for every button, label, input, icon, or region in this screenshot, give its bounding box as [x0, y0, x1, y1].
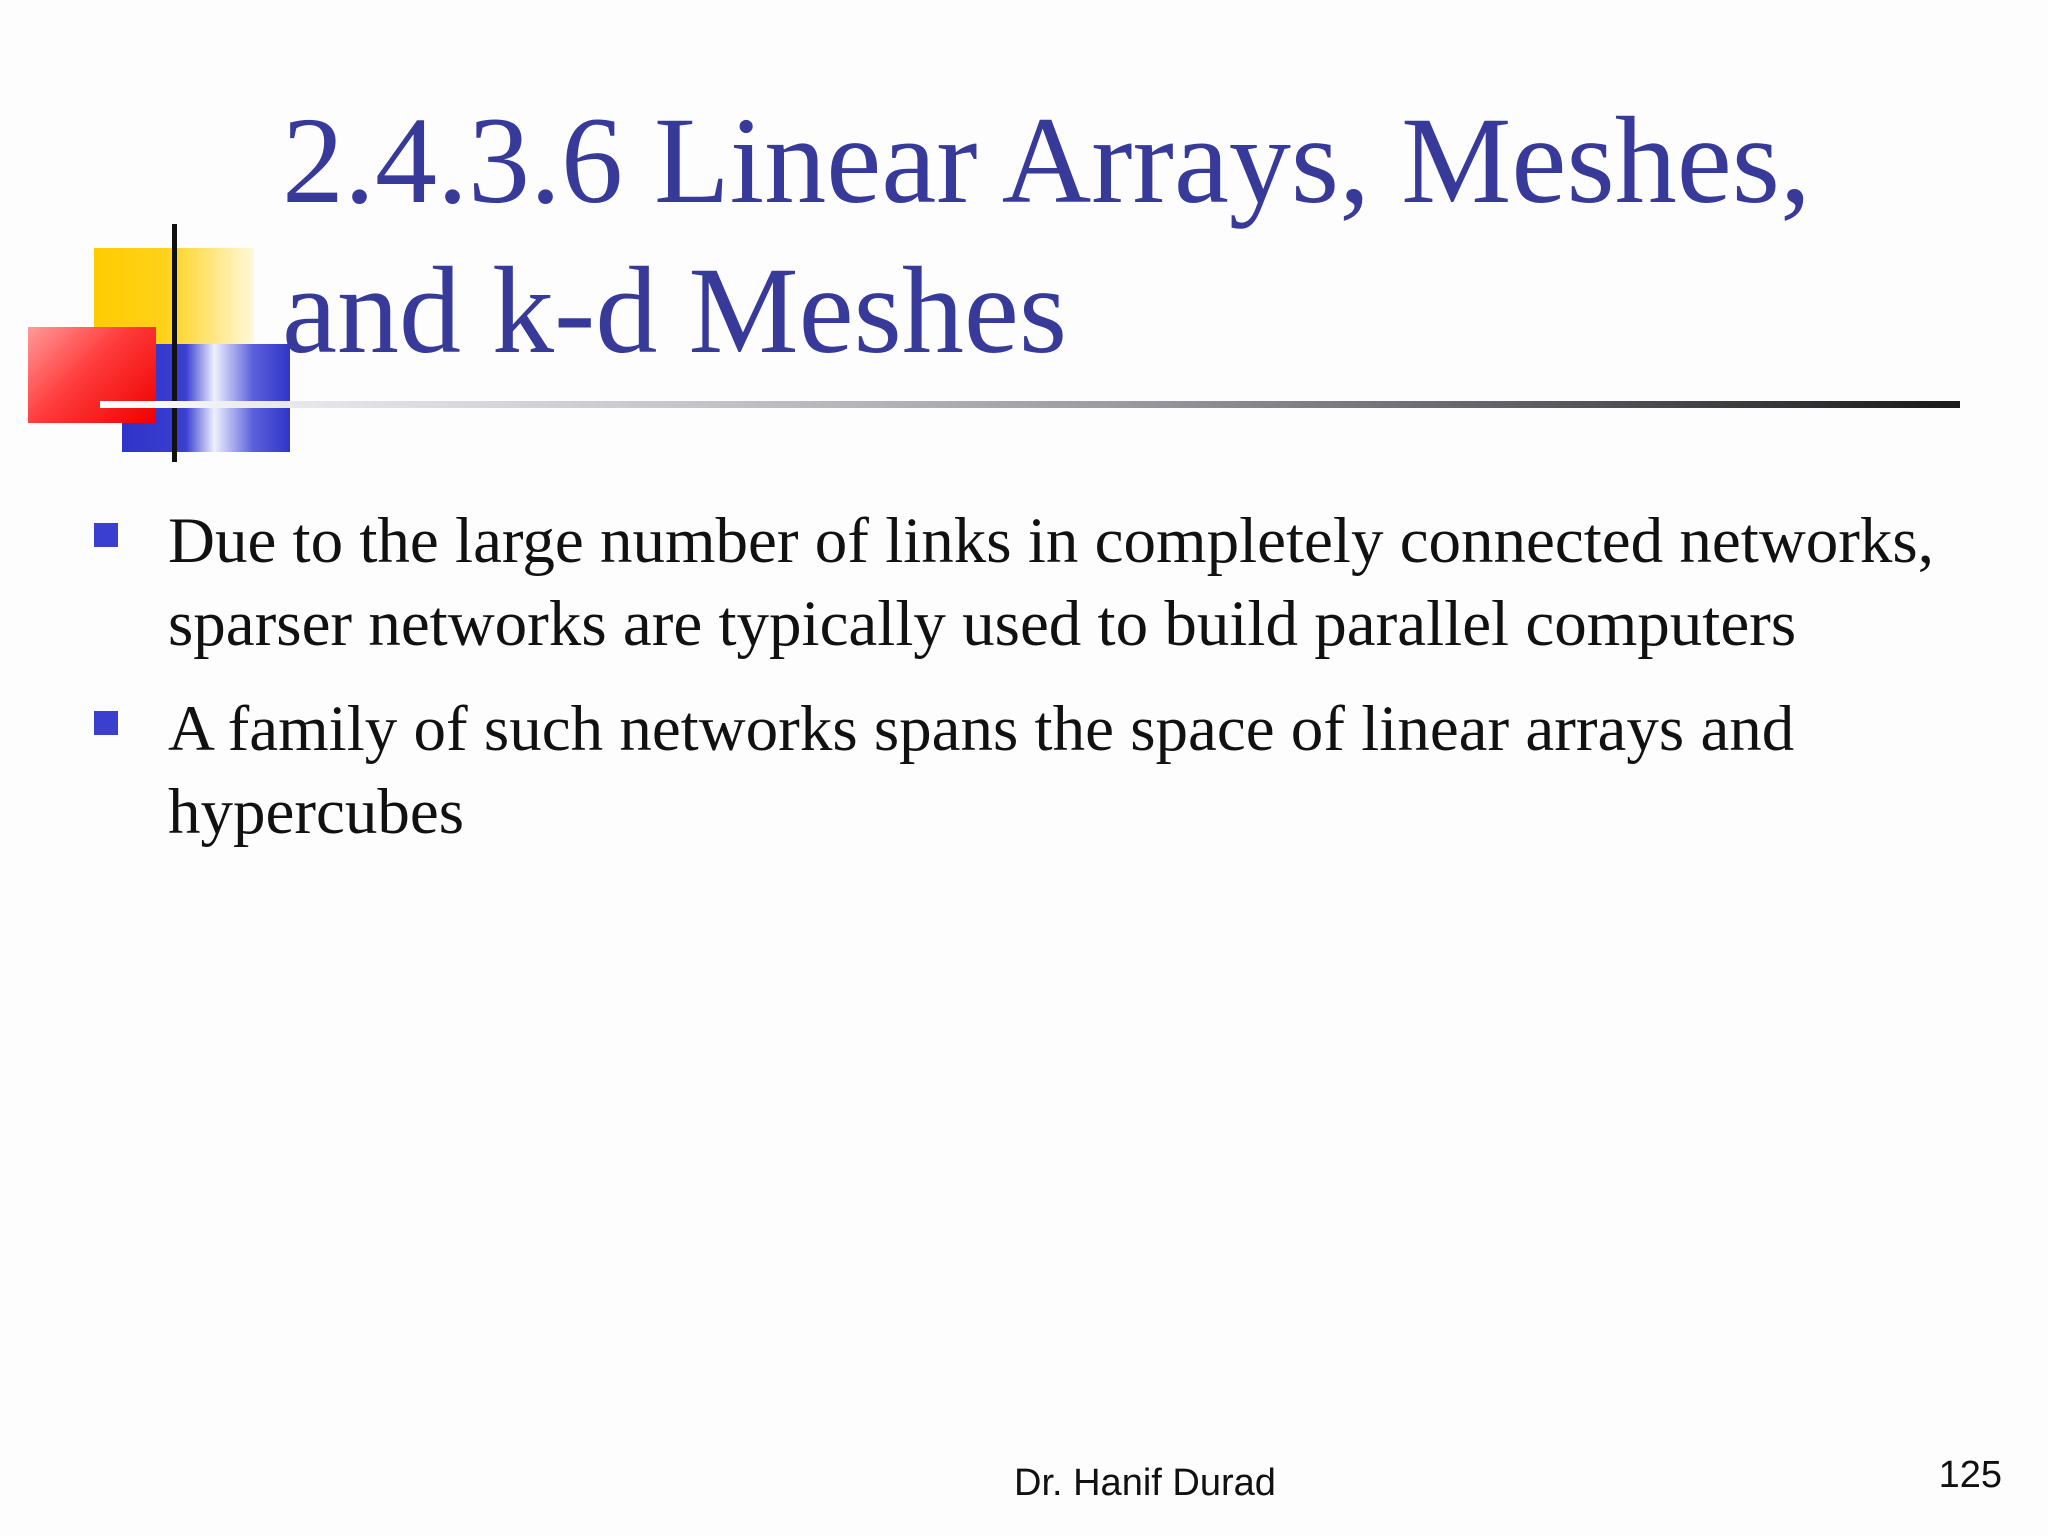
- square-bullet-icon: [94, 711, 118, 735]
- page-number: 125: [1938, 1454, 2002, 1496]
- footer-author: Dr. Hanif Durad: [1014, 1462, 1276, 1504]
- red-block: [28, 327, 156, 423]
- vertical-rule: [172, 224, 177, 462]
- bullet-text: Due to the large number of links in completely connected networks, sparser networks are typically used to build parallel computers: [168, 505, 1934, 660]
- title-underline: [100, 401, 1960, 408]
- bullet-list: [90, 500, 1970, 876]
- bullet-text: A family of such networks spans the space of linear arrays and hypercubes: [168, 693, 1795, 848]
- bullet-item: [90, 500, 1970, 666]
- square-bullet-icon: [94, 523, 118, 547]
- bullet-item: [90, 688, 1970, 854]
- slide-title: 2.4.3.6 Linear Arrays, Meshes, and k-d Meshes: [282, 92, 1811, 379]
